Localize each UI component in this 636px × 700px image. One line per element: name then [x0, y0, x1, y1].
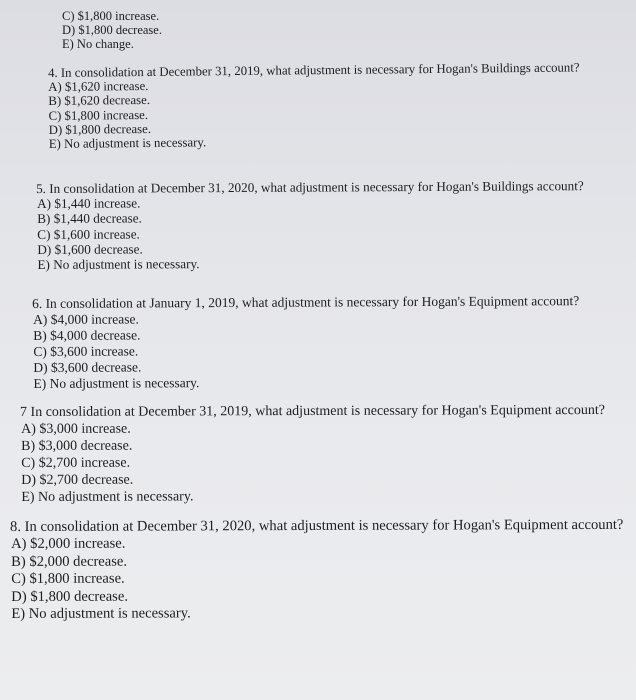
- question-prompt: 5. In consolidation at December 31, 2020, what adjustment is necessary for Hogan's Buildings account?: [36, 178, 584, 196]
- option-b: B) $4,000 decrease.: [33, 327, 141, 343]
- question-4: [48, 60, 580, 151]
- option-d: D) $1,800 decrease.: [62, 23, 162, 37]
- option-e: E) No adjustment is necessary.: [11, 605, 191, 623]
- option-e: E) No adjustment is necessary.: [21, 489, 194, 505]
- option-e: E) No adjustment is necessary.: [48, 135, 207, 152]
- question-3-fragment: [62, 9, 162, 51]
- question-6: [32, 293, 580, 392]
- option-a: A) $1,620 increase.: [48, 79, 149, 95]
- option-d: D) $3,600 decrease.: [33, 359, 142, 375]
- option-c: C) $3,600 increase.: [33, 343, 139, 359]
- option-e: E) No change.: [62, 37, 134, 51]
- question-prompt: 7 In consolidation at December 31, 2019, what adjustment is necessary for Hogan's Equipment account?: [20, 402, 605, 420]
- option-a: A) $3,000 increase.: [21, 421, 131, 437]
- option-d: D) $1,800 decrease.: [11, 588, 129, 605]
- question-5: [36, 178, 584, 272]
- question-prompt: 8. In consolidation at December 31, 2020, what adjustment is necessary for Hogan's Equipment account?: [10, 516, 624, 535]
- option-a: A) $1,440 increase.: [37, 195, 141, 212]
- question-prompt: 6. In consolidation at January 1, 2019, what adjustment is necessary for Hogan's Equipment account?: [32, 293, 580, 311]
- question-prompt: 4. In consolidation at December 31, 2019, what adjustment is necessary for Hogan's Buildings account?: [48, 60, 580, 80]
- option-c: C) $1,800 increase.: [62, 9, 160, 23]
- option-c: C) $1,800 increase.: [48, 107, 149, 123]
- option-d: D) $2,700 decrease.: [21, 472, 134, 488]
- option-a: A) $2,000 increase.: [11, 536, 126, 553]
- option-b: B) $1,620 decrease.: [48, 93, 151, 109]
- option-c: C) $1,600 increase.: [37, 226, 140, 242]
- option-b: B) $3,000 decrease.: [21, 438, 133, 454]
- option-d: D) $1,600 decrease.: [37, 241, 143, 257]
- question-8: [10, 517, 624, 624]
- option-a: A) $4,000 increase.: [33, 311, 139, 327]
- option-e: E) No adjustment is necessary.: [37, 256, 200, 273]
- question-7: [20, 402, 605, 506]
- option-c: C) $2,700 increase.: [21, 455, 131, 471]
- option-b: B) $2,000 decrease.: [11, 553, 128, 570]
- option-e: E) No adjustment is necessary.: [33, 375, 200, 391]
- option-d: D) $1,800 decrease.: [48, 121, 152, 137]
- option-c: C) $1,800 increase.: [11, 570, 125, 588]
- option-b: B) $1,440 decrease.: [37, 210, 142, 227]
